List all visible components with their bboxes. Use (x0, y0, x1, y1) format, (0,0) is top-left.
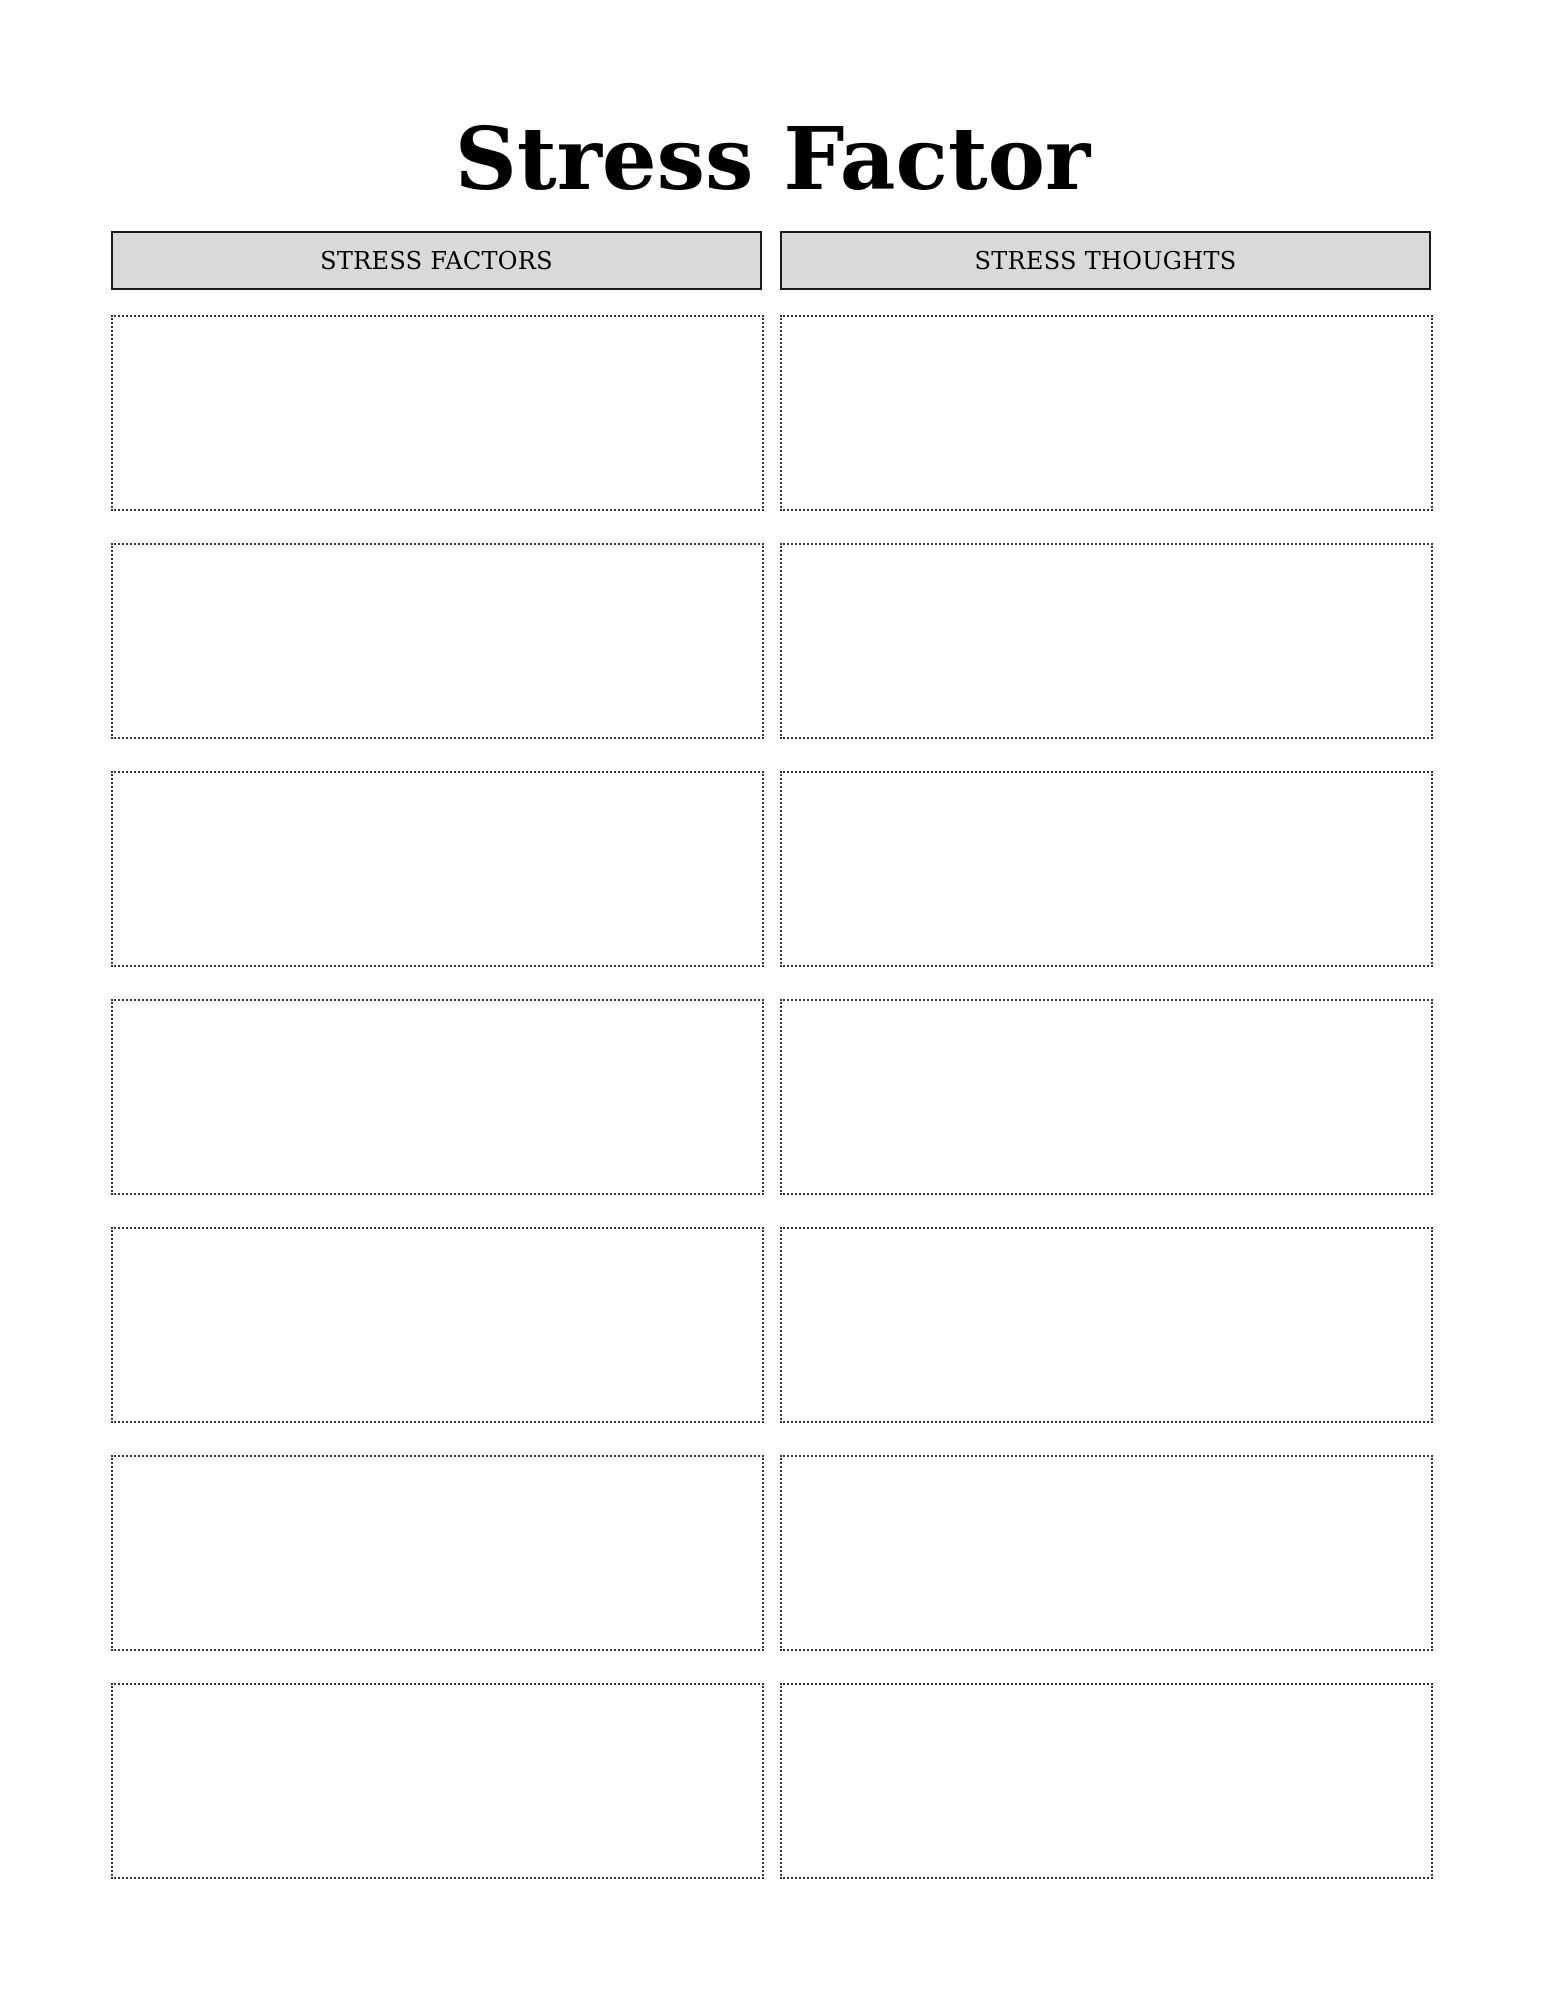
stress-factor-box-2[interactable] (111, 543, 764, 739)
stress-thought-box-1[interactable] (780, 315, 1433, 511)
stress-thought-box-2[interactable] (780, 543, 1433, 739)
page-title: Stress Factor (454, 109, 1091, 210)
stress-factor-box-7[interactable] (111, 1683, 764, 1879)
stress-factor-box-4[interactable] (111, 999, 764, 1195)
stress-factor-box-5[interactable] (111, 1227, 764, 1423)
stress-factor-box-6[interactable] (111, 1455, 764, 1651)
stress-thought-box-7[interactable] (780, 1683, 1433, 1879)
stress-factor-box-1[interactable] (111, 315, 764, 511)
stress-thought-box-3[interactable] (780, 771, 1433, 967)
stress-thought-box-6[interactable] (780, 1455, 1433, 1651)
column-header-stress-factors: STRESS FACTORS (111, 231, 762, 290)
column-header-stress-thoughts: STRESS THOUGHTS (780, 231, 1431, 290)
stress-thought-box-4[interactable] (780, 999, 1433, 1195)
stress-factor-box-3[interactable] (111, 771, 764, 967)
stress-thought-box-5[interactable] (780, 1227, 1433, 1423)
